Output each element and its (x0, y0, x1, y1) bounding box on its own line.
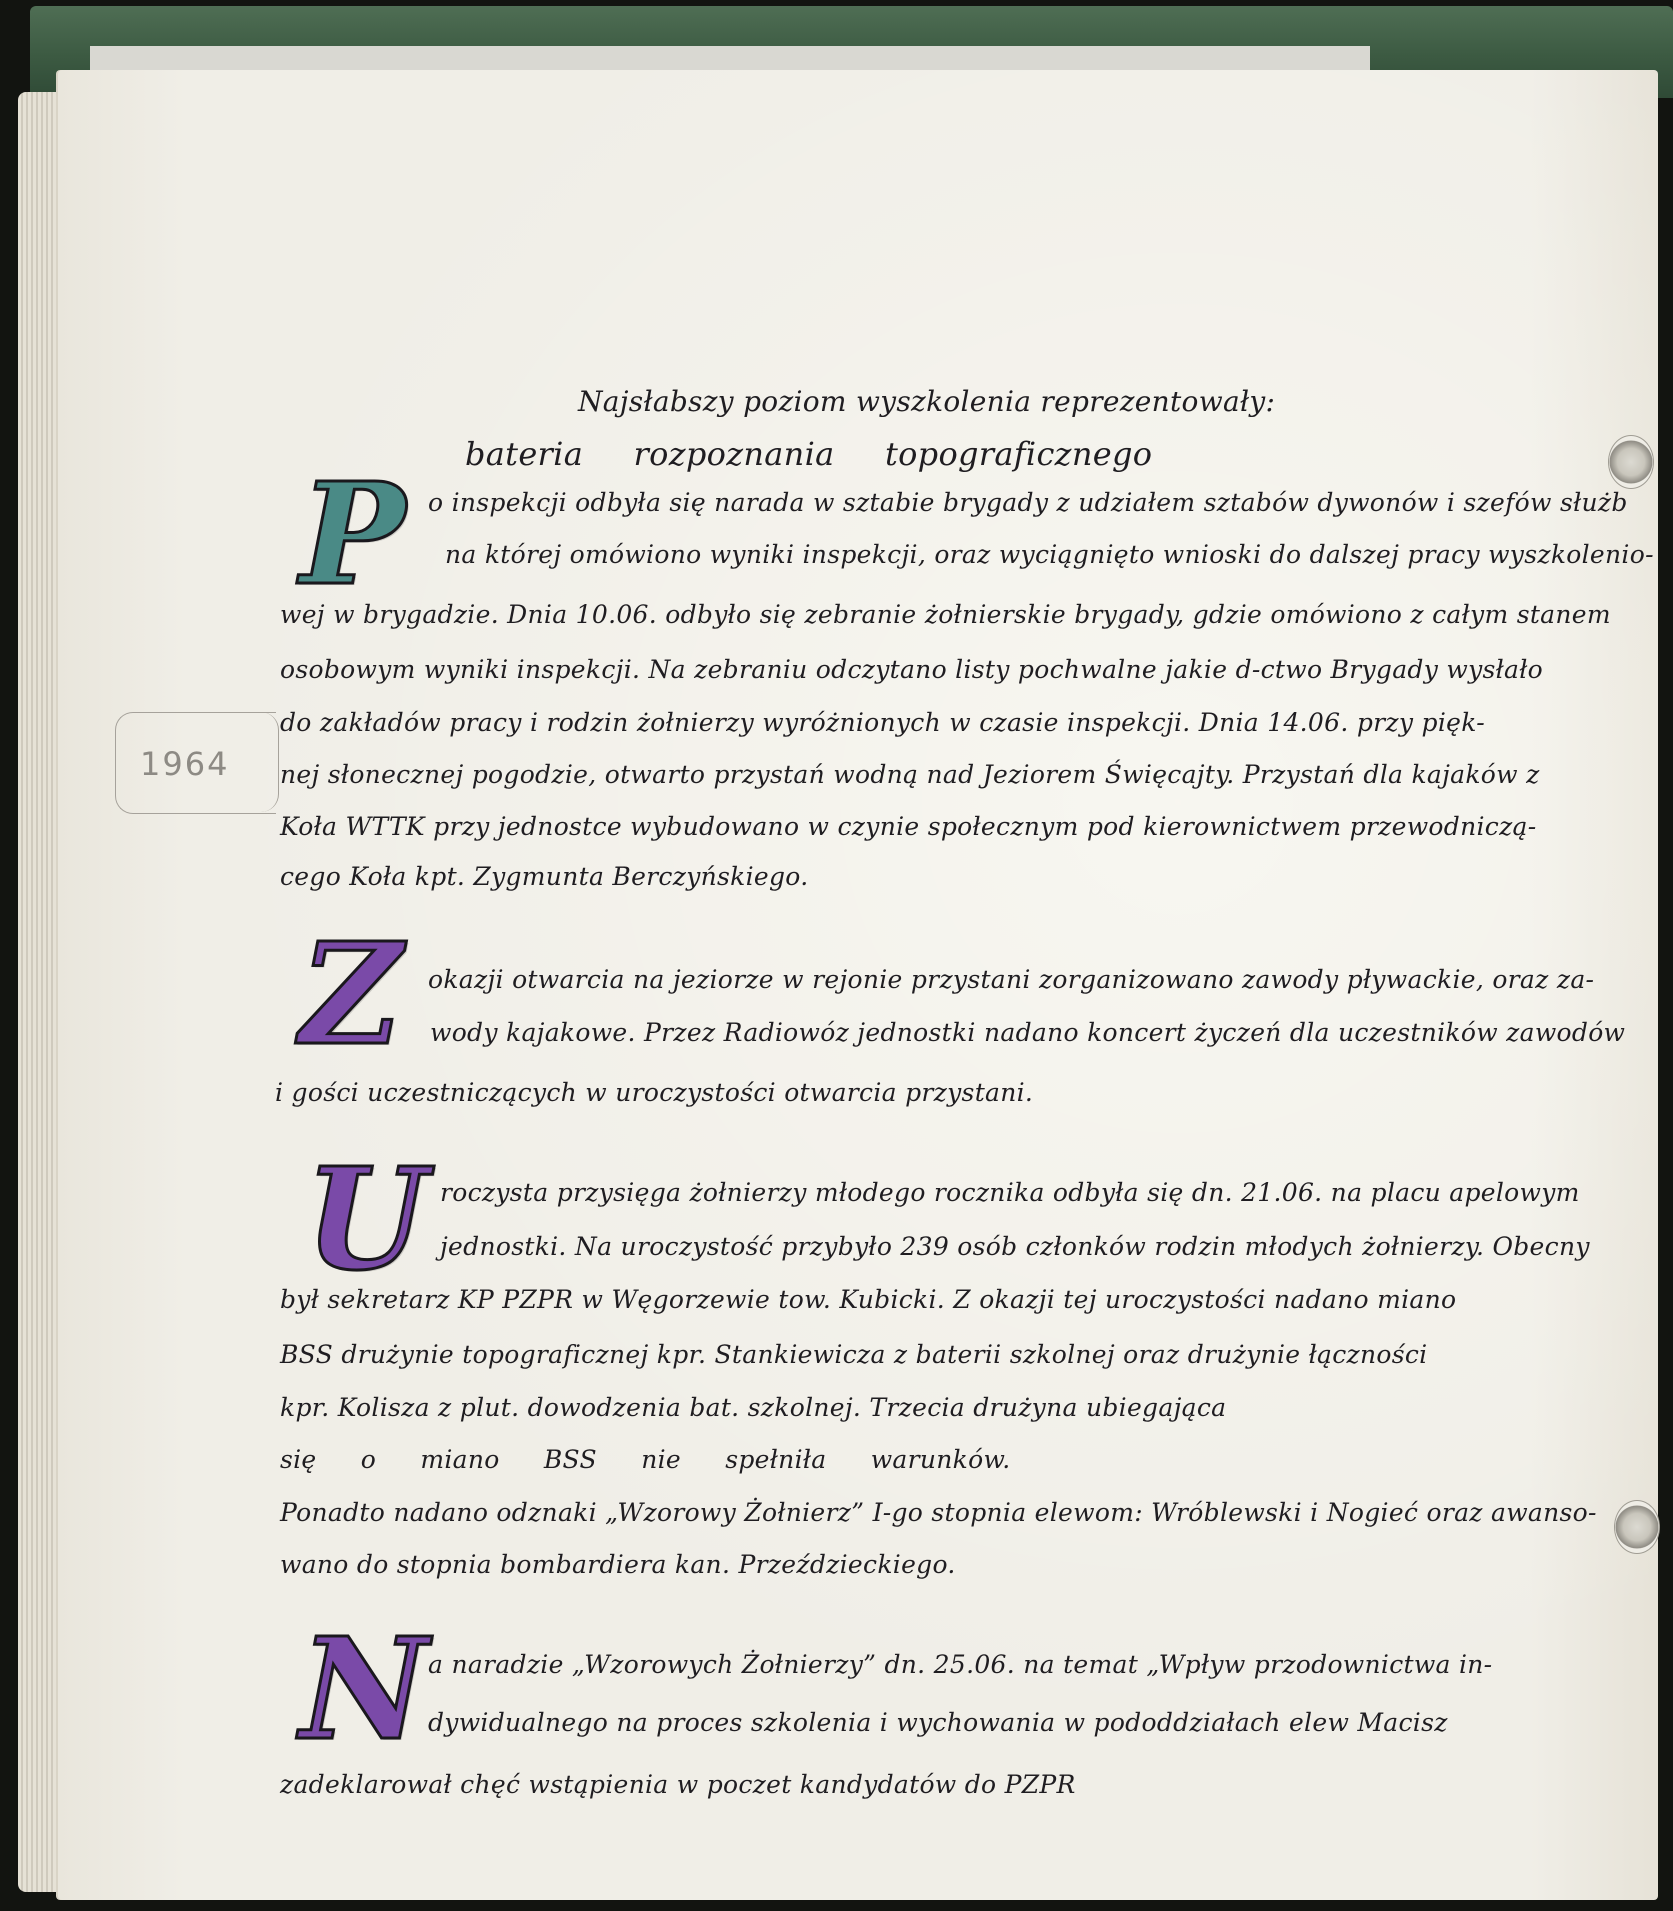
paragraph-3-line-4: BSS drużynie topograficznej kpr. Stankiewicza z baterii szkolnej oraz drużynie łączności (280, 1340, 1428, 1369)
margin-note-bracket-right (248, 712, 279, 812)
paragraph-3-line-5: kpr. Kolisza z plut. dowodzenia bat. szkolnej. Trzecia drużyna ubiegająca (280, 1393, 1227, 1422)
paragraph-1-line-4: osobowym wyniki inspekcji. Na zebraniu odczytano listy pochwalne jakie d-ctwo Brygady wysłało (280, 655, 1544, 684)
paragraph-3-line-1: roczysta przysięga żołnierzy młodego rocznika odbyła się dn. 21.06. na placu apelowym (440, 1178, 1580, 1207)
paragraph-1-line-8: cego Koła kpt. Zygmunta Berczyńskiego. (280, 862, 809, 891)
paragraph-2-line-2: wody kajakowe. Przez Radiowóz jednostki nadano koncert życzeń dla uczestników zawodów (430, 1018, 1626, 1047)
punch-hole-top (1608, 435, 1654, 489)
paragraph-3-line-7: Ponadto nadano odznaki „Wzorowy Żołnierz” I-go stopnia elewom: Wróblewski i Nogieć oraz awanso- (280, 1498, 1597, 1527)
paragraph-1-line-7: Koła WTTK przy jednostce wybudowano w czynie społecznym pod kierownictwem przewodniczą- (280, 812, 1537, 841)
page-heading: Najsłabszy poziom wyszkolenia reprezentowały: (578, 385, 1276, 418)
margin-note: 1964 (140, 745, 230, 783)
paragraph-3-line-8: wano do stopnia bombardiera kan. Przeździeckiego. (280, 1550, 956, 1579)
paragraph-3-line-6: się o miano BSS nie spełniła warunków. (280, 1445, 1011, 1474)
paragraph-1-line-6: nej słonecznej pogodzie, otwarto przystań wodną nad Jeziorem Święcajty. Przystań dla kajaków z (280, 760, 1540, 789)
drop-cap-n: N (300, 1608, 428, 1772)
paragraph-1-line-2: na której omówiono wyniki inspekcji, oraz wyciągnięto wnioski do dalszej pracy wyszkolenio- (445, 540, 1654, 569)
paragraph-1-line-1: o inspekcji odbyła się narada w sztabie brygady z udziałem sztabów dywonów i szefów służb (428, 488, 1628, 517)
drop-cap-p: P (300, 453, 406, 617)
paragraph-1-line-3: wej w brygadzie. Dnia 10.06. odbyło się zebranie żołnierskie brygady, gdzie omówiono z całym stanem (280, 600, 1611, 629)
punch-hole-bottom (1614, 1500, 1660, 1554)
paragraph-4-line-1: a naradzie „Wzorowych Żołnierzy” dn. 25.06. na temat „Wpływ przodownictwa in- (428, 1650, 1493, 1679)
paragraph-2-line-3: i gości uczestniczących w uroczystości otwarcia przystani. (275, 1078, 1034, 1107)
paragraph-4-line-3: zadeklarował chęć wstąpienia w poczet kandydatów do PZPR (280, 1770, 1076, 1799)
drop-cap-z: Z (300, 913, 403, 1077)
paragraph-1-line-5: do zakładów pracy i rodzin żołnierzy wyróżnionych w czasie inspekcji. Dnia 14.06. przy pięk- (280, 708, 1485, 737)
paragraph-2-line-1: okazji otwarcia na jeziorze w rejonie przystani zorganizowano zawody pływackie, oraz za- (428, 965, 1595, 994)
paragraph-4-line-2: dywidualnego na proces szkolenia i wychowania w pododdziałach elew Macisz (428, 1708, 1448, 1737)
drop-cap-u: U (305, 1138, 428, 1302)
paragraph-3-line-2: jednostki. Na uroczystość przybyło 239 osób członków rodzin młodych żołnierzy. Obecny (440, 1232, 1590, 1261)
page-subheading: bateria rozpoznania topograficznego (465, 435, 1153, 473)
paragraph-3-line-3: był sekretarz KP PZPR w Węgorzewie tow. Kubicki. Z okazji tej uroczystości nadano miano (280, 1285, 1457, 1314)
